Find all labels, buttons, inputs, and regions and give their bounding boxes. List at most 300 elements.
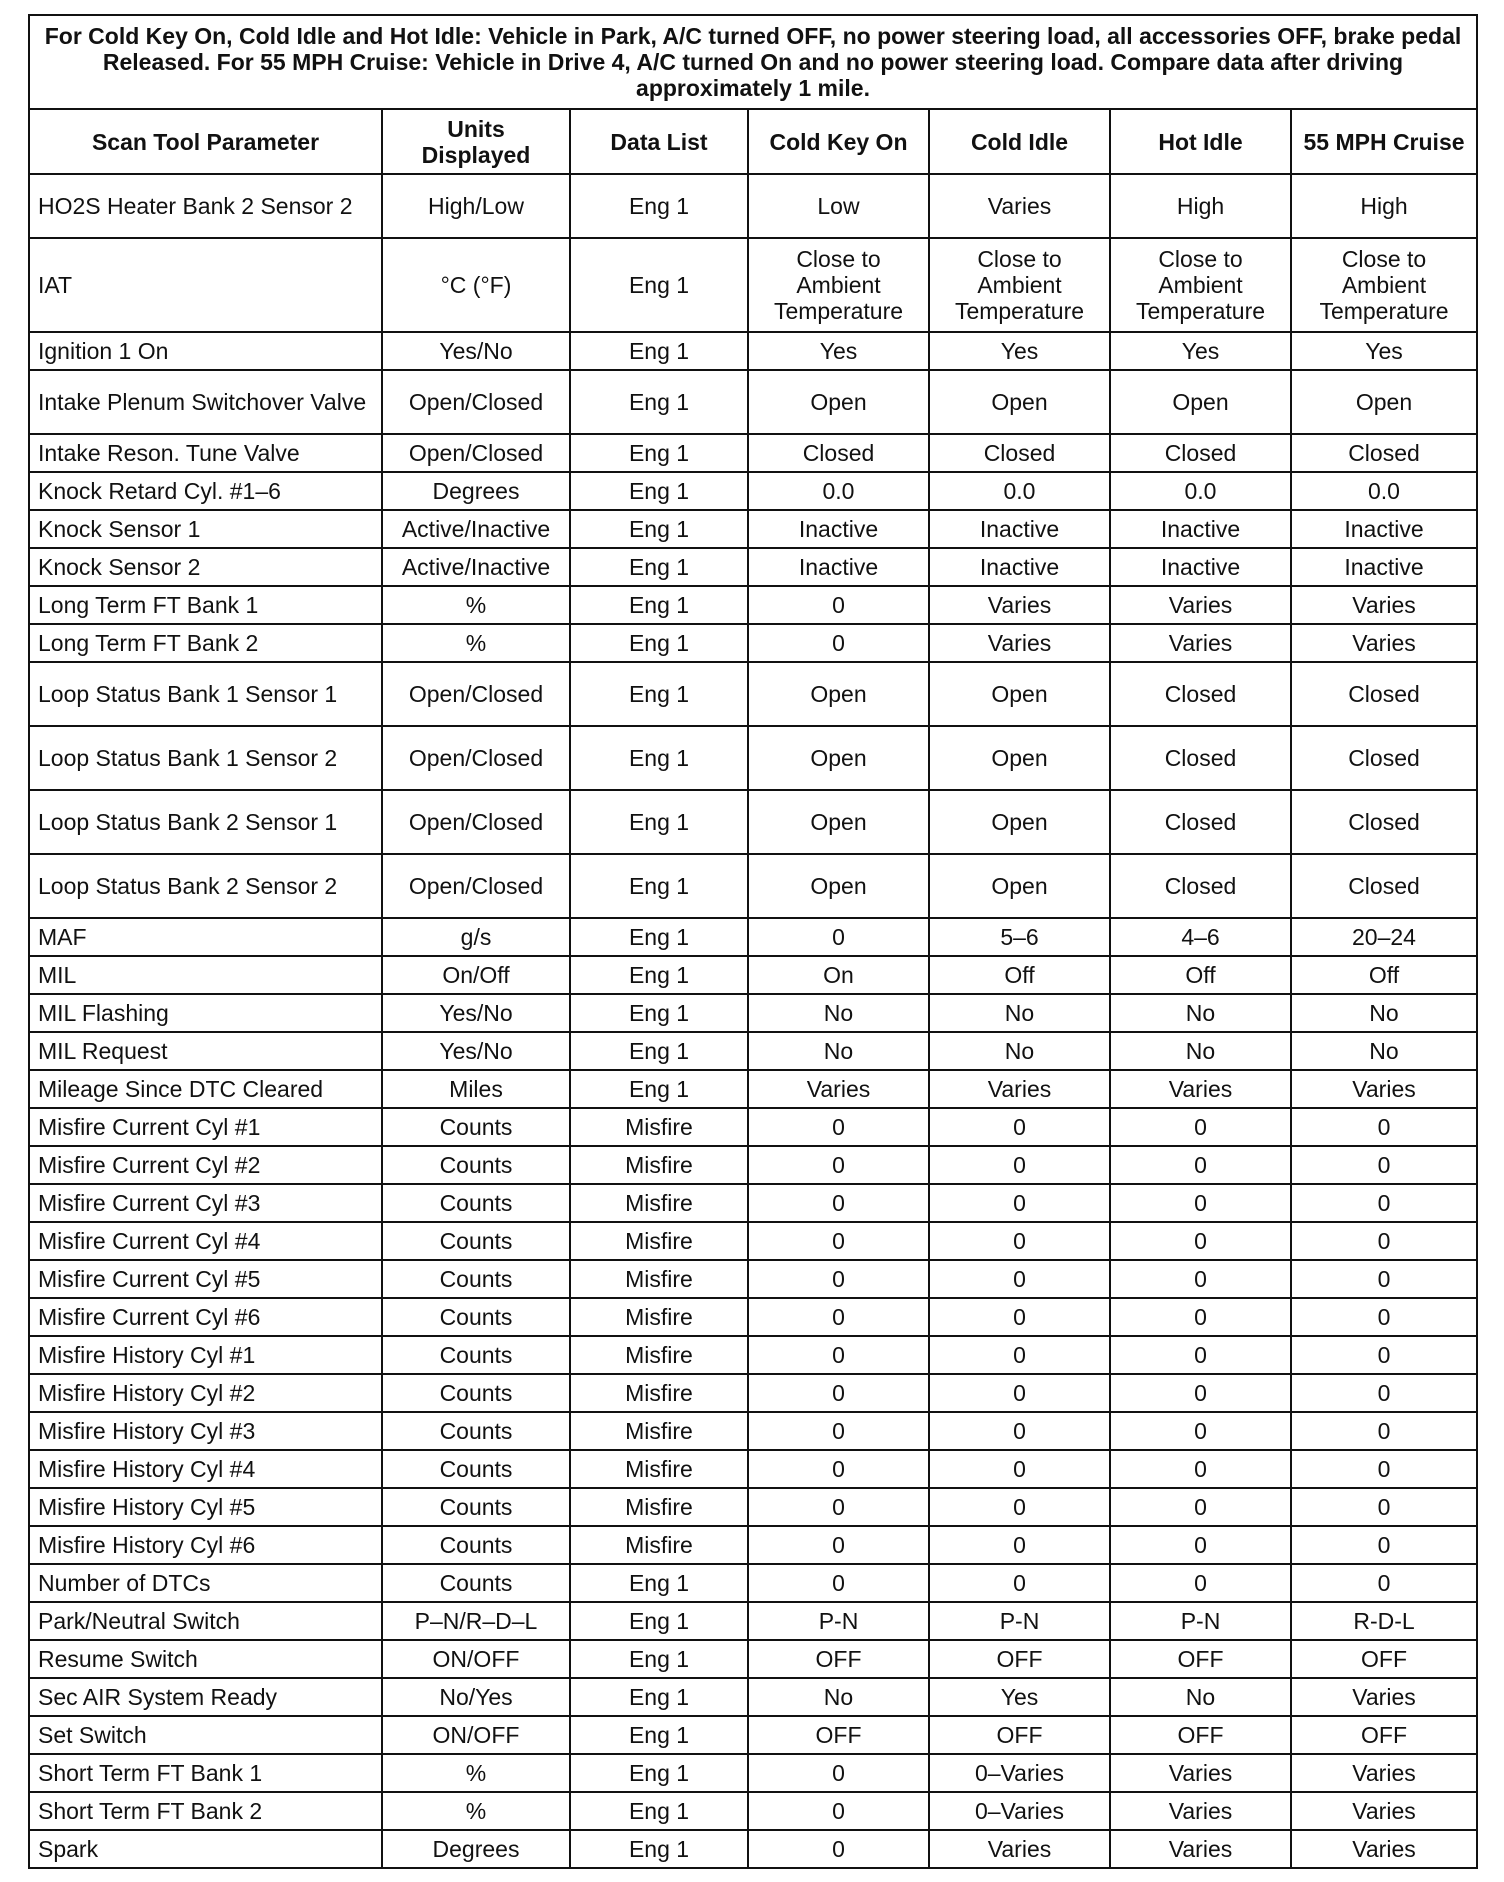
units-cell: % — [382, 586, 570, 624]
cold-key-on-cell: 0 — [748, 918, 929, 956]
table-row — [29, 174, 1477, 238]
cruise-cell: 0 — [1291, 1260, 1477, 1298]
units-cell: Yes/No — [382, 332, 570, 370]
cruise-cell: Varies — [1291, 1830, 1477, 1868]
parameter-cell: Short Term FT Bank 1 — [29, 1754, 382, 1792]
cold-idle-cell: Inactive — [929, 510, 1110, 548]
cold-idle-cell: Varies — [929, 174, 1110, 238]
hot-idle-cell: Varies — [1110, 1830, 1291, 1868]
table-row — [29, 1450, 1477, 1488]
cold-key-on-cell: 0 — [748, 1184, 929, 1222]
parameter-cell: IAT — [29, 238, 382, 332]
data-list-cell: Misfire — [570, 1374, 748, 1412]
units-cell: Counts — [382, 1374, 570, 1412]
cold-idle-cell: 0–Varies — [929, 1754, 1110, 1792]
cold-idle-cell: OFF — [929, 1716, 1110, 1754]
cold-key-on-cell: 0 — [748, 1336, 929, 1374]
cruise-cell: 0 — [1291, 1526, 1477, 1564]
table-row — [29, 994, 1477, 1032]
table-row — [29, 854, 1477, 918]
parameter-cell: Resume Switch — [29, 1640, 382, 1678]
units-cell: Miles — [382, 1070, 570, 1108]
data-list-cell: Misfire — [570, 1412, 748, 1450]
cold-key-on-cell: OFF — [748, 1640, 929, 1678]
data-list-cell: Eng 1 — [570, 472, 748, 510]
cold-idle-cell: No — [929, 994, 1110, 1032]
data-list-cell: Eng 1 — [570, 1640, 748, 1678]
cold-idle-cell: 0 — [929, 1184, 1110, 1222]
parameter-cell: Misfire History Cyl #2 — [29, 1374, 382, 1412]
cruise-cell: 0 — [1291, 1222, 1477, 1260]
table-row — [29, 1184, 1477, 1222]
hot-idle-cell: 0 — [1110, 1526, 1291, 1564]
parameter-cell: Knock Retard Cyl. #1–6 — [29, 472, 382, 510]
cold-idle-cell: 0 — [929, 1336, 1110, 1374]
units-cell: Counts — [382, 1564, 570, 1602]
cold-idle-cell: 0–Varies — [929, 1792, 1110, 1830]
cruise-cell: No — [1291, 994, 1477, 1032]
cold-idle-cell: P-N — [929, 1602, 1110, 1640]
cold-idle-cell: Open — [929, 854, 1110, 918]
parameter-cell: Misfire History Cyl #4 — [29, 1450, 382, 1488]
hot-idle-cell: 0 — [1110, 1336, 1291, 1374]
cold-key-on-cell: 0 — [748, 586, 929, 624]
parameter-cell: Set Switch — [29, 1716, 382, 1754]
cold-idle-cell: Varies — [929, 1070, 1110, 1108]
cold-key-on-cell: 0 — [748, 1830, 929, 1868]
data-list-cell: Eng 1 — [570, 918, 748, 956]
test-conditions-note: For Cold Key On, Cold Idle and Hot Idle: Vehicle in Park, A/C turned OFF, no power steering load, all accessories OFF, brake pedal Released. For 55 MPH Cruise: Vehicle in Drive 4, A/C turned On and no power steering load. Compare data after driving approximately 1 mile. — [29, 15, 1477, 109]
cold-key-on-cell: 0 — [748, 1754, 929, 1792]
data-list-cell: Eng 1 — [570, 1070, 748, 1108]
parameter-cell: Intake Plenum Switchover Valve — [29, 370, 382, 434]
cold-idle-cell: No — [929, 1032, 1110, 1070]
hot-idle-cell: 0 — [1110, 1564, 1291, 1602]
hot-idle-cell: No — [1110, 1032, 1291, 1070]
hot-idle-cell: Closed — [1110, 726, 1291, 790]
data-list-cell: Eng 1 — [570, 956, 748, 994]
units-cell: Counts — [382, 1336, 570, 1374]
cold-idle-cell: Varies — [929, 1830, 1110, 1868]
table-row — [29, 238, 1477, 332]
table-row — [29, 1412, 1477, 1450]
units-cell: Counts — [382, 1488, 570, 1526]
cruise-cell: 0 — [1291, 1374, 1477, 1412]
cold-key-on-cell: Open — [748, 854, 929, 918]
hot-idle-cell: Varies — [1110, 1792, 1291, 1830]
hot-idle-cell: High — [1110, 174, 1291, 238]
cruise-cell: Inactive — [1291, 548, 1477, 586]
cruise-cell: Closed — [1291, 854, 1477, 918]
cruise-cell: 0 — [1291, 1564, 1477, 1602]
data-list-cell: Eng 1 — [570, 1830, 748, 1868]
cold-key-on-cell: Open — [748, 662, 929, 726]
cold-idle-cell: 5–6 — [929, 918, 1110, 956]
table-row — [29, 1716, 1477, 1754]
hot-idle-cell: No — [1110, 994, 1291, 1032]
units-cell: % — [382, 1792, 570, 1830]
cold-key-on-cell: 0 — [748, 624, 929, 662]
data-list-cell: Eng 1 — [570, 854, 748, 918]
parameter-cell: MIL Request — [29, 1032, 382, 1070]
cold-key-on-cell: Open — [748, 726, 929, 790]
data-list-cell: Eng 1 — [570, 332, 748, 370]
hot-idle-cell: 0 — [1110, 1184, 1291, 1222]
cold-idle-cell: Varies — [929, 586, 1110, 624]
units-cell: On/Off — [382, 956, 570, 994]
data-list-cell: Misfire — [570, 1108, 748, 1146]
units-cell: High/Low — [382, 174, 570, 238]
units-cell: P–N/R–D–L — [382, 1602, 570, 1640]
header-hot-idle: Hot Idle — [1110, 109, 1291, 174]
hot-idle-cell: 0 — [1110, 1488, 1291, 1526]
cold-idle-cell: 0 — [929, 1526, 1110, 1564]
units-cell: Counts — [382, 1450, 570, 1488]
document-page — [28, 14, 1476, 1869]
parameter-cell: Loop Status Bank 2 Sensor 1 — [29, 790, 382, 854]
hot-idle-cell: P-N — [1110, 1602, 1291, 1640]
cruise-cell: Varies — [1291, 1070, 1477, 1108]
table-row — [29, 662, 1477, 726]
data-list-cell: Eng 1 — [570, 1754, 748, 1792]
table-row — [29, 1108, 1477, 1146]
units-cell: g/s — [382, 918, 570, 956]
table-body — [29, 174, 1477, 1868]
hot-idle-cell: 0 — [1110, 1260, 1291, 1298]
table-row — [29, 586, 1477, 624]
cold-key-on-cell: No — [748, 1032, 929, 1070]
hot-idle-cell: Varies — [1110, 586, 1291, 624]
table-row — [29, 1374, 1477, 1412]
table-row — [29, 956, 1477, 994]
units-cell: % — [382, 1754, 570, 1792]
table-row — [29, 790, 1477, 854]
parameter-cell: Misfire Current Cyl #5 — [29, 1260, 382, 1298]
parameter-cell: Number of DTCs — [29, 1564, 382, 1602]
cold-idle-cell: Open — [929, 370, 1110, 434]
cruise-cell: 0.0 — [1291, 472, 1477, 510]
parameter-cell: Spark — [29, 1830, 382, 1868]
units-cell: Counts — [382, 1146, 570, 1184]
parameter-cell: MIL — [29, 956, 382, 994]
cruise-cell: Varies — [1291, 586, 1477, 624]
parameter-cell: Long Term FT Bank 2 — [29, 624, 382, 662]
table-row — [29, 1260, 1477, 1298]
cruise-cell: 0 — [1291, 1146, 1477, 1184]
header-55-mph-cruise: 55 MPH Cruise — [1291, 109, 1477, 174]
units-cell: ON/OFF — [382, 1716, 570, 1754]
parameter-cell: Misfire Current Cyl #4 — [29, 1222, 382, 1260]
units-cell: Degrees — [382, 472, 570, 510]
cold-idle-cell: 0 — [929, 1450, 1110, 1488]
units-cell: Open/Closed — [382, 434, 570, 472]
cold-key-on-cell: 0 — [748, 1792, 929, 1830]
hot-idle-cell: Varies — [1110, 1754, 1291, 1792]
table-row — [29, 1640, 1477, 1678]
hot-idle-cell: 4–6 — [1110, 918, 1291, 956]
hot-idle-cell: 0 — [1110, 1108, 1291, 1146]
data-list-cell: Eng 1 — [570, 726, 748, 790]
hot-idle-cell: Yes — [1110, 332, 1291, 370]
cruise-cell: 0 — [1291, 1184, 1477, 1222]
units-cell: Counts — [382, 1260, 570, 1298]
parameter-cell: HO2S Heater Bank 2 Sensor 2 — [29, 174, 382, 238]
cruise-cell: Off — [1291, 956, 1477, 994]
cold-key-on-cell: 0 — [748, 1260, 929, 1298]
hot-idle-cell: Off — [1110, 956, 1291, 994]
cold-key-on-cell: 0 — [748, 1488, 929, 1526]
units-cell: Counts — [382, 1184, 570, 1222]
data-list-cell: Eng 1 — [570, 790, 748, 854]
cruise-cell: Yes — [1291, 332, 1477, 370]
parameter-cell: Long Term FT Bank 1 — [29, 586, 382, 624]
cold-key-on-cell: Yes — [748, 332, 929, 370]
units-cell: Open/Closed — [382, 854, 570, 918]
table-row — [29, 434, 1477, 472]
data-list-cell: Misfire — [570, 1298, 748, 1336]
cold-key-on-cell: 0 — [748, 1564, 929, 1602]
hot-idle-cell: Inactive — [1110, 548, 1291, 586]
cold-key-on-cell: Inactive — [748, 548, 929, 586]
data-list-cell: Eng 1 — [570, 510, 748, 548]
parameter-cell: Misfire History Cyl #1 — [29, 1336, 382, 1374]
cold-key-on-cell: Closed — [748, 434, 929, 472]
hot-idle-cell: No — [1110, 1678, 1291, 1716]
cold-key-on-cell: Varies — [748, 1070, 929, 1108]
table-row — [29, 548, 1477, 586]
cruise-cell: Varies — [1291, 1754, 1477, 1792]
table-row — [29, 370, 1477, 434]
table-row — [29, 1564, 1477, 1602]
cold-idle-cell: Closed — [929, 434, 1110, 472]
parameter-cell: Sec AIR System Ready — [29, 1678, 382, 1716]
table-row — [29, 1298, 1477, 1336]
cold-key-on-cell: P-N — [748, 1602, 929, 1640]
cold-idle-cell: 0 — [929, 1260, 1110, 1298]
parameter-cell: Park/Neutral Switch — [29, 1602, 382, 1640]
data-list-cell: Eng 1 — [570, 1678, 748, 1716]
hot-idle-cell: Open — [1110, 370, 1291, 434]
hot-idle-cell: Closed — [1110, 854, 1291, 918]
cold-key-on-cell: 0 — [748, 1412, 929, 1450]
hot-idle-cell: Varies — [1110, 624, 1291, 662]
cold-key-on-cell: 0 — [748, 1222, 929, 1260]
cold-idle-cell: 0 — [929, 1488, 1110, 1526]
cold-key-on-cell: 0 — [748, 1146, 929, 1184]
parameter-cell: Loop Status Bank 1 Sensor 1 — [29, 662, 382, 726]
parameter-cell: Misfire Current Cyl #6 — [29, 1298, 382, 1336]
hot-idle-cell: 0 — [1110, 1374, 1291, 1412]
data-list-cell: Eng 1 — [570, 586, 748, 624]
parameter-cell: Short Term FT Bank 2 — [29, 1792, 382, 1830]
cold-key-on-cell: 0.0 — [748, 472, 929, 510]
header-cold-idle: Cold Idle — [929, 109, 1110, 174]
table-row — [29, 1792, 1477, 1830]
data-list-cell: Eng 1 — [570, 1032, 748, 1070]
cruise-cell: 0 — [1291, 1412, 1477, 1450]
table-row — [29, 624, 1477, 662]
cold-idle-cell: Open — [929, 662, 1110, 726]
cold-idle-cell: 0 — [929, 1298, 1110, 1336]
cold-idle-cell: 0 — [929, 1108, 1110, 1146]
units-cell: Active/Inactive — [382, 548, 570, 586]
parameter-cell: Misfire History Cyl #6 — [29, 1526, 382, 1564]
data-list-cell: Misfire — [570, 1222, 748, 1260]
cold-idle-cell: OFF — [929, 1640, 1110, 1678]
table-row — [29, 472, 1477, 510]
data-list-cell: Misfire — [570, 1146, 748, 1184]
cold-idle-cell: Yes — [929, 1678, 1110, 1716]
units-cell: Open/Closed — [382, 370, 570, 434]
units-cell: No/Yes — [382, 1678, 570, 1716]
cold-key-on-cell: Close to Ambient Temperature — [748, 238, 929, 332]
cold-key-on-cell: No — [748, 1678, 929, 1716]
data-list-cell: Misfire — [570, 1184, 748, 1222]
cold-idle-cell: 0 — [929, 1222, 1110, 1260]
cold-key-on-cell: 0 — [748, 1108, 929, 1146]
cruise-cell: 20–24 — [1291, 918, 1477, 956]
table-row — [29, 1336, 1477, 1374]
table-row — [29, 726, 1477, 790]
data-list-cell: Eng 1 — [570, 624, 748, 662]
data-list-cell: Misfire — [570, 1488, 748, 1526]
cold-idle-cell: Off — [929, 956, 1110, 994]
cruise-cell: OFF — [1291, 1716, 1477, 1754]
cold-key-on-cell: Open — [748, 370, 929, 434]
data-list-cell: Eng 1 — [570, 370, 748, 434]
units-cell: °C (°F) — [382, 238, 570, 332]
cold-idle-cell: 0.0 — [929, 472, 1110, 510]
units-cell: Counts — [382, 1298, 570, 1336]
data-list-cell: Misfire — [570, 1260, 748, 1298]
parameter-cell: Misfire Current Cyl #3 — [29, 1184, 382, 1222]
units-cell: Yes/No — [382, 994, 570, 1032]
cold-idle-cell: Inactive — [929, 548, 1110, 586]
hot-idle-cell: 0 — [1110, 1222, 1291, 1260]
cold-key-on-cell: On — [748, 956, 929, 994]
parameter-cell: Mileage Since DTC Cleared — [29, 1070, 382, 1108]
cold-key-on-cell: Open — [748, 790, 929, 854]
hot-idle-cell: 0.0 — [1110, 472, 1291, 510]
parameter-cell: Knock Sensor 2 — [29, 548, 382, 586]
data-list-cell: Eng 1 — [570, 994, 748, 1032]
cold-idle-cell: 0 — [929, 1564, 1110, 1602]
cold-key-on-cell: 0 — [748, 1450, 929, 1488]
table-row — [29, 510, 1477, 548]
cruise-cell: Varies — [1291, 624, 1477, 662]
parameter-cell: Misfire History Cyl #3 — [29, 1412, 382, 1450]
cruise-cell: No — [1291, 1032, 1477, 1070]
table-row — [29, 1526, 1477, 1564]
data-list-cell: Misfire — [570, 1450, 748, 1488]
cold-key-on-cell: OFF — [748, 1716, 929, 1754]
cruise-cell: Varies — [1291, 1678, 1477, 1716]
parameter-cell: Intake Reson. Tune Valve — [29, 434, 382, 472]
cruise-cell: High — [1291, 174, 1477, 238]
cruise-cell: 0 — [1291, 1488, 1477, 1526]
table-row — [29, 1222, 1477, 1260]
scan-tool-data-table — [28, 14, 1478, 1869]
data-list-cell: Misfire — [570, 1336, 748, 1374]
parameter-cell: Misfire History Cyl #5 — [29, 1488, 382, 1526]
hot-idle-cell: Closed — [1110, 434, 1291, 472]
cold-idle-cell: 0 — [929, 1374, 1110, 1412]
units-cell: Yes/No — [382, 1032, 570, 1070]
units-cell: ON/OFF — [382, 1640, 570, 1678]
cruise-cell: 0 — [1291, 1450, 1477, 1488]
table-row — [29, 332, 1477, 370]
hot-idle-cell: 0 — [1110, 1412, 1291, 1450]
units-cell: Counts — [382, 1412, 570, 1450]
hot-idle-cell: 0 — [1110, 1298, 1291, 1336]
parameter-cell: Misfire Current Cyl #2 — [29, 1146, 382, 1184]
cruise-cell: Close to Ambient Temperature — [1291, 238, 1477, 332]
cruise-cell: 0 — [1291, 1108, 1477, 1146]
cold-key-on-cell: 0 — [748, 1526, 929, 1564]
table-row — [29, 1678, 1477, 1716]
data-list-cell: Eng 1 — [570, 238, 748, 332]
hot-idle-cell: Closed — [1110, 790, 1291, 854]
parameter-cell: Loop Status Bank 2 Sensor 2 — [29, 854, 382, 918]
data-list-cell: Eng 1 — [570, 1716, 748, 1754]
data-list-cell: Eng 1 — [570, 1564, 748, 1602]
cruise-cell: Closed — [1291, 662, 1477, 726]
units-cell: Degrees — [382, 1830, 570, 1868]
cruise-cell: Closed — [1291, 726, 1477, 790]
data-list-cell: Eng 1 — [570, 548, 748, 586]
cold-key-on-cell: No — [748, 994, 929, 1032]
cold-idle-cell: 0 — [929, 1412, 1110, 1450]
table-row — [29, 1754, 1477, 1792]
parameter-cell: Misfire Current Cyl #1 — [29, 1108, 382, 1146]
data-list-cell: Eng 1 — [570, 1792, 748, 1830]
units-cell: Counts — [382, 1222, 570, 1260]
cold-key-on-cell: Low — [748, 174, 929, 238]
table-row — [29, 1830, 1477, 1868]
table-row — [29, 1602, 1477, 1640]
data-list-cell: Misfire — [570, 1526, 748, 1564]
header-cold-key-on: Cold Key On — [748, 109, 929, 174]
units-cell: % — [382, 624, 570, 662]
hot-idle-cell: Inactive — [1110, 510, 1291, 548]
column-header-row — [29, 109, 1477, 174]
cold-idle-cell: Varies — [929, 624, 1110, 662]
hot-idle-cell: Varies — [1110, 1070, 1291, 1108]
cold-idle-cell: Open — [929, 726, 1110, 790]
units-cell: Active/Inactive — [382, 510, 570, 548]
cruise-cell: Varies — [1291, 1792, 1477, 1830]
cruise-cell: Open — [1291, 370, 1477, 434]
hot-idle-cell: OFF — [1110, 1716, 1291, 1754]
cruise-cell: Closed — [1291, 790, 1477, 854]
hot-idle-cell: Close to Ambient Temperature — [1110, 238, 1291, 332]
data-list-cell: Eng 1 — [570, 662, 748, 726]
table-row — [29, 918, 1477, 956]
cruise-cell: Closed — [1291, 434, 1477, 472]
table-row — [29, 1070, 1477, 1108]
units-cell: Open/Closed — [382, 662, 570, 726]
cold-idle-cell: 0 — [929, 1146, 1110, 1184]
data-list-cell: Eng 1 — [570, 174, 748, 238]
hot-idle-cell: 0 — [1110, 1450, 1291, 1488]
cruise-cell: OFF — [1291, 1640, 1477, 1678]
parameter-cell: MAF — [29, 918, 382, 956]
cold-idle-cell: Open — [929, 790, 1110, 854]
units-cell: Counts — [382, 1526, 570, 1564]
parameter-cell: Knock Sensor 1 — [29, 510, 382, 548]
units-cell: Open/Closed — [382, 726, 570, 790]
cruise-cell: Inactive — [1291, 510, 1477, 548]
